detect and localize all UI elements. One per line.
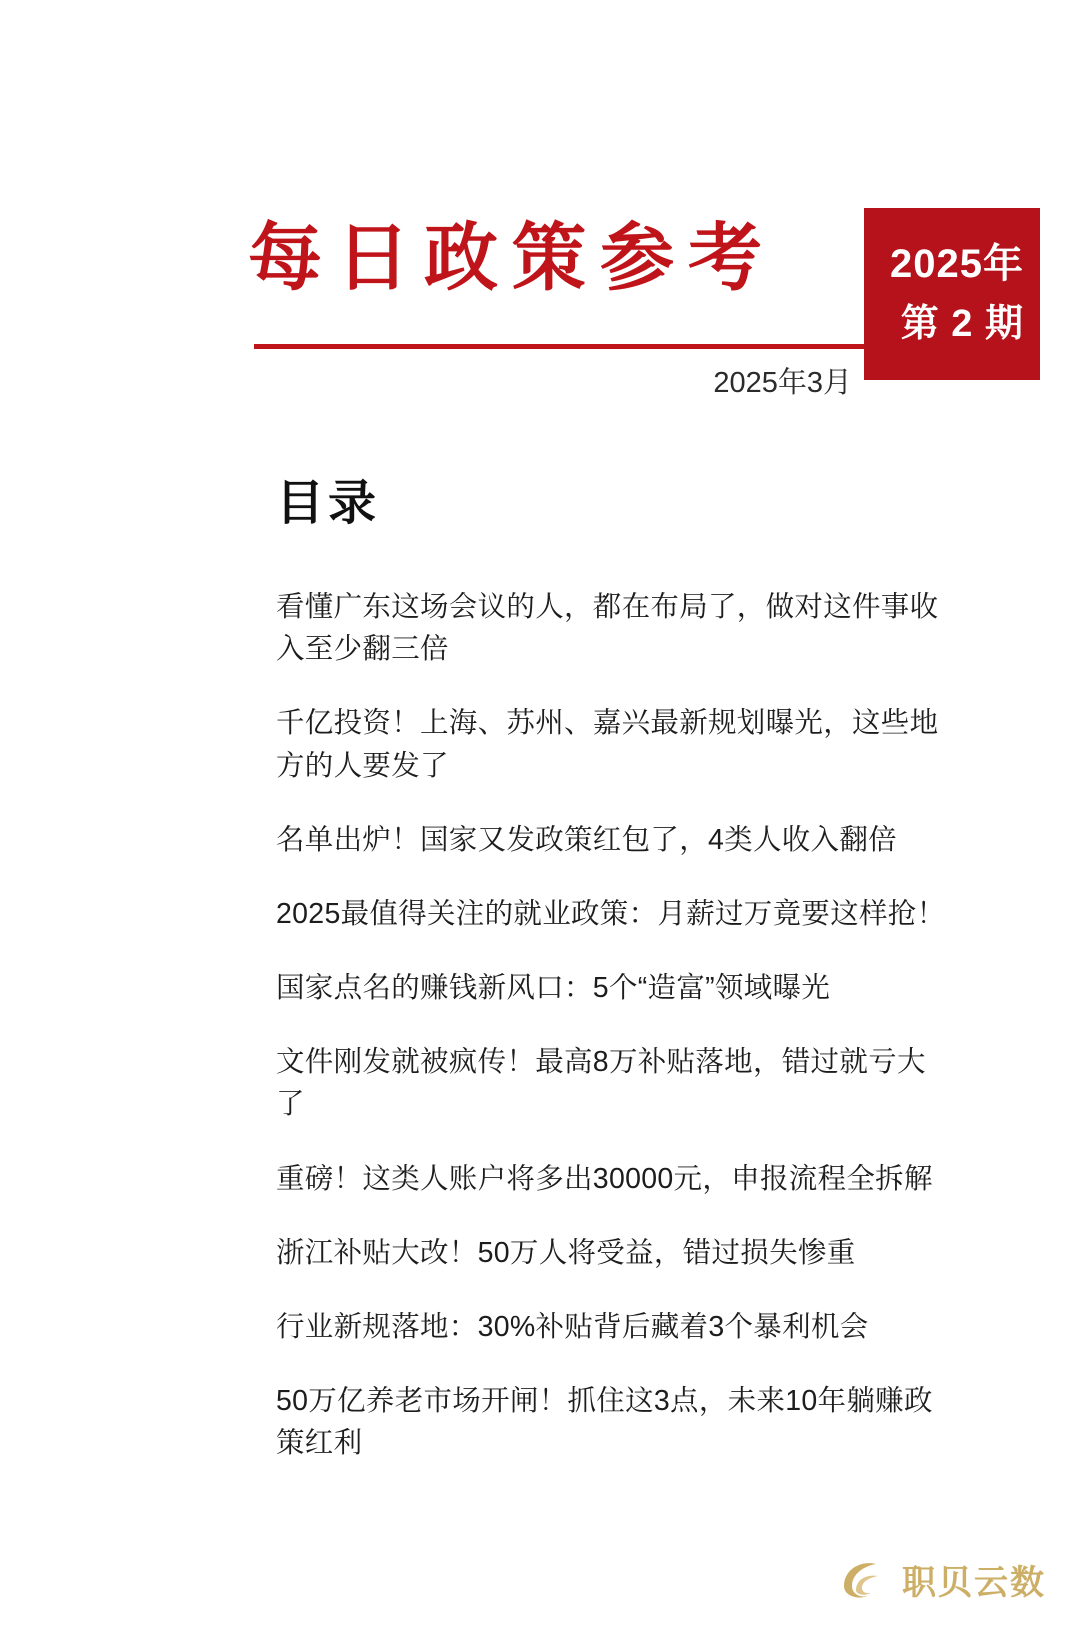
toc-item[interactable]: 千亿投资！上海、苏州、嘉兴最新规划曝光，这些地方的人要发了 (276, 707, 939, 782)
toc-item[interactable]: 名单出炉！国家又发政策红包了，4类人收入翻倍 (276, 823, 897, 856)
masthead (0, 192, 1080, 422)
publication-title: 每日政策参考 (248, 215, 776, 301)
masthead-divider (254, 344, 864, 349)
publication-date: 2025年3月 (713, 367, 852, 399)
toc-list (276, 586, 946, 1496)
toc-item[interactable]: 国家点名的赚钱新风口：5个“造富”领域曝光 (276, 972, 831, 1005)
issue-number: 第 2 期 (900, 303, 1024, 346)
toc-item[interactable]: 50万亿养老市场开闸！抓住这3点，未来10年躺赚政策红利 (276, 1385, 933, 1460)
toc-item[interactable]: 文件刚发就被疯传！最高8万补贴落地，错过就亏大了 (276, 1046, 926, 1121)
toc-item[interactable]: 2025最值得关注的就业政策：月薪过万竟要这样抢！ (276, 897, 946, 930)
issue-year: 2025年 (890, 242, 1024, 287)
watermark-text: 职贝云数 (902, 1562, 1046, 1603)
toc-item[interactable]: 浙江补贴大改！50万人将受益，错过损失惨重 (276, 1236, 856, 1269)
toc-item[interactable]: 重磅！这类人账户将多出30000元，申报流程全拆解 (276, 1162, 933, 1195)
watermark (836, 1552, 1046, 1606)
toc-heading: 目录 (276, 477, 381, 530)
issue-badge (864, 208, 1040, 380)
toc-item[interactable]: 行业新规落地：30%补贴背后藏着3个暴利机会 (276, 1310, 869, 1343)
toc-item[interactable]: 看懂广东这场会议的人，都在布局了，做对这件事收入至少翻三倍 (276, 591, 939, 666)
swirl-logo-icon (836, 1552, 890, 1606)
